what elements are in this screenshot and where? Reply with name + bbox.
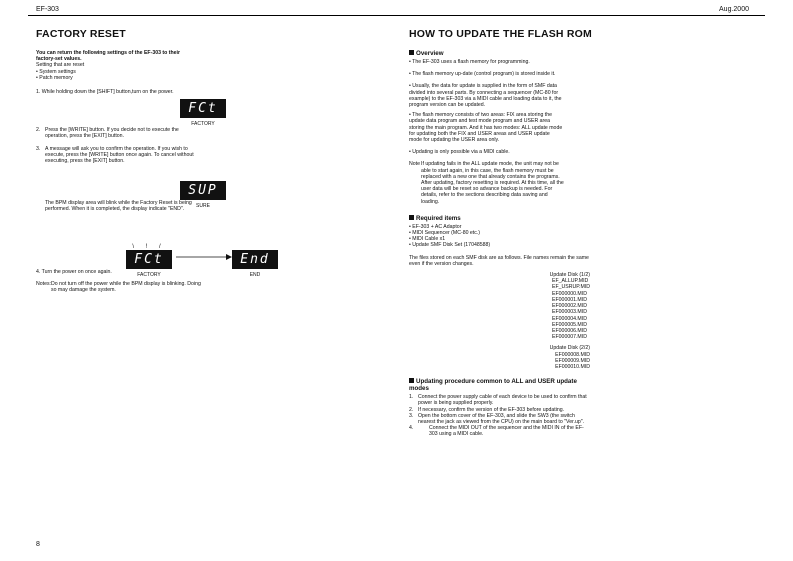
square-bullet-icon [409, 50, 414, 55]
overview-heading: Overview [409, 50, 754, 57]
overview-list [409, 59, 564, 155]
procedure-step: 3. Open the bottom cover of the EF-303, and slide the SW3 (the switch nearest the jack as viewed from the CPU) on the main board to "Ver.up". [409, 412, 585, 425]
required-item: • EF-303 + AC Adaptor [409, 223, 462, 230]
step-3 [36, 146, 196, 165]
intro-item: Setting that are reset [36, 62, 85, 69]
notes [36, 281, 206, 293]
procedure-step: 4. Connect the MIDI OUT of the sequencer and the MIDI IN of the EF-303 using a MIDI cable. [409, 425, 584, 438]
required-item: • MIDI Sequencer (MC-80 etc.) [409, 230, 481, 237]
disk-1-list [409, 272, 590, 340]
step-2 [36, 127, 196, 139]
intro-list [36, 62, 366, 81]
square-bullet-icon [409, 215, 414, 220]
procedure-step: 2. If necessary, confirm the version of the EF-303 before updating. [409, 406, 565, 413]
lcd-sure [180, 181, 226, 209]
disk-entry: EF000005.MID [552, 321, 587, 328]
lcd-label: FACTORY [191, 121, 215, 127]
square-bullet-icon [409, 378, 414, 383]
disk-entry: EF000004.MID [552, 315, 587, 322]
intro-text: You can return the following settings of the EF-303 to their factory-set values. [36, 50, 181, 63]
disk-entry: Update Disk (2/2) [549, 345, 590, 352]
note-text: If updating fails in the ALL update mode, the unit may not be able to start again, in this case, the flash memory must be replaced with a new one that already contains the programs. After updating, factory resetting is required. At this time, all the user data will be reset so advance backup is needed. For details, refer to the sections describing data saving and loading. [421, 161, 564, 205]
blink-text: The BPM display area will blink while the Factory Reset is being performed. When it is completed, the display indicate "END". [45, 200, 192, 213]
intro-item: • System settings [36, 68, 76, 75]
lcd-display: FCt [180, 99, 226, 118]
step-number: 2. [36, 127, 41, 134]
arrow-right-icon [176, 253, 232, 261]
lcd-label: SURE [196, 203, 210, 209]
page-number: 8 [36, 541, 40, 548]
disk-entry: EF000006.MID [552, 327, 587, 334]
disk-entry: EF_ALLUP.MID [552, 278, 589, 285]
disk-entry: EF000000.MID [552, 290, 587, 297]
required-item: • Update SMF Disk Set (17048588) [409, 242, 491, 249]
step-number: 3. [36, 145, 41, 152]
files-intro: The files stored on each SMF disk are as follows. File names remain the same even if the version changes. [409, 254, 589, 267]
lcd-end [232, 250, 278, 278]
disk-entry: EF000007.MID [552, 334, 587, 341]
overview-item: • The EF-303 uses a flash memory for programming. [409, 59, 530, 65]
note-block [409, 161, 564, 204]
blink-marks-icon: \ ! / [132, 244, 166, 250]
disk-entry: Update Disk (1/2) [549, 272, 590, 279]
lcd-label: END [249, 272, 261, 278]
step-text: Press the [WRITE] button. If you decide not to execute the operation, press the [EXIT] button. [45, 127, 179, 140]
procedure-list [409, 394, 589, 437]
disk-2-list [409, 345, 590, 370]
note-label: Note [409, 161, 420, 168]
overview-item: • Updating is only possible via a MIDI cable. [409, 149, 510, 156]
intro-item: • Patch memory [36, 74, 73, 81]
factory-reset-title: FACTORY RESET [36, 28, 126, 40]
required-heading: Required items [409, 215, 754, 222]
disk-entry: EF_USRUP.MID [552, 284, 590, 291]
disk-entry: EF000009.MID [555, 357, 590, 364]
required-item: • MIDI Cable x1 [409, 236, 446, 243]
flash-rom-section [409, 28, 754, 438]
disk-entry: EF000010.MID [555, 363, 590, 370]
notes-text: Do not turn off the power while the BPM display is blinking. Doing so may damage the system. [51, 280, 201, 294]
header-date: Aug.2000 [719, 6, 749, 13]
step-1: 1. While holding down the [SHIFT] button,turn on the power. [36, 89, 174, 96]
header-model: EF-303 [36, 6, 59, 13]
disk-entry: EF000008.MID [555, 351, 590, 358]
overview-item: • The flash memory up-date (control program) is stored inside it. [409, 71, 556, 78]
flash-rom-title: HOW TO UPDATE THE FLASH ROM [409, 28, 592, 40]
header-rule [28, 15, 765, 16]
step-4: 4. Turn the power on once again. [36, 268, 112, 275]
procedure-heading: Updating procedure common to ALL and USER update modes [409, 378, 577, 393]
lcd-display: End [232, 250, 278, 269]
required-list [409, 224, 754, 249]
lcd-display: SUP [180, 181, 226, 200]
overview-item: • Usually, the data for update is supplied in the form of SMF data divided into several parts. By connecting a sequencer (MC-80 for example) to the EF-303 via a MIDI cable and loading data to it, the program version can be updated. [409, 83, 562, 109]
lcd-factory [180, 99, 226, 127]
disk-entry: EF000003.MID [552, 309, 587, 316]
procedure-step: 1. Connect the power supply cable of each device to be used to confirm that power is being supplied properly. [409, 394, 587, 407]
step-text: A message will ask you to confirm the operation. If you wish to execute, press the [WRITE] button once again. To cancel without executing, press the [EXIT] button. [45, 145, 194, 165]
overview-item: • The flash memory consists of two areas: FIX area storing the update data program and test mode program and USER area storing the main program. And it has two modes: ALL update mode for updating both the FIX and USER areas and USER update mode for updating the USER area only. [409, 112, 563, 144]
lcd-display: FCt [126, 250, 172, 269]
disk-entry: EF000002.MID [552, 303, 587, 310]
disk-entry: EF000001.MID [552, 296, 587, 303]
lcd-label: FACTORY [137, 272, 161, 278]
lcd-factory-blinking [126, 245, 172, 278]
notes-label: Notes: [36, 280, 51, 287]
